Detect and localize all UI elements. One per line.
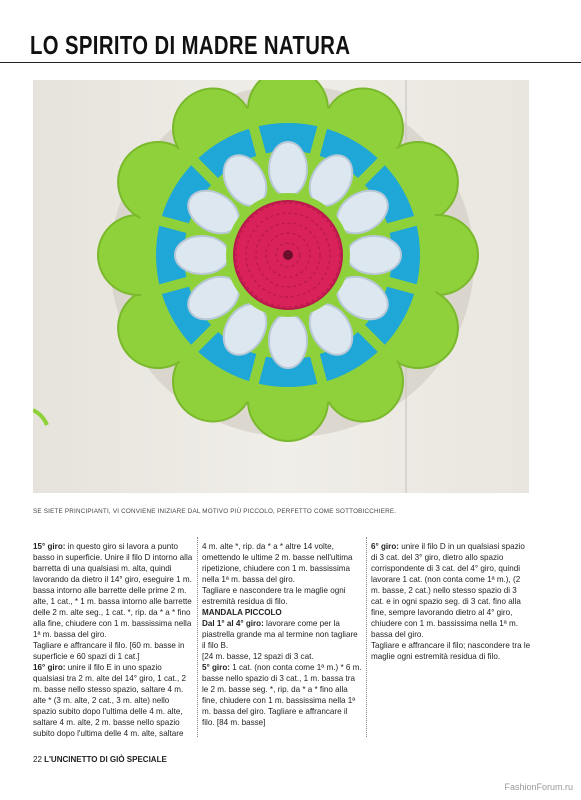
text-column-3	[371, 541, 531, 662]
round-label: 6° giro:	[371, 542, 399, 551]
paragraph-text: in questo giro si lavora a punto basso in superficie. Unire il filo D intorno alla barretta di una qualsiasi m. alta, quindi lavorando da dietro il 14° giro, eseguire 1 m. bassa intorno alle barrette delle prime 2 m. alte, 1 cat., * 1 m. bassa intorno alle barrette delle 2 m. alte seg., 1 cat. *, rip. da * a * fino alla fine, chiudere con 1 m. bassissima nella 1ª m. bassa del giro.	[33, 542, 193, 639]
title-rule	[0, 62, 581, 63]
paragraph	[202, 607, 362, 618]
paragraph	[33, 541, 193, 640]
page-title: LO SPIRITO DI MADRE NATURA	[30, 30, 351, 60]
mandala-photo	[33, 80, 529, 493]
white-petal	[269, 314, 307, 368]
round-label: Dal 1° al 4° giro:	[202, 619, 264, 628]
paragraph	[371, 541, 531, 640]
paragraph-text: unire il filo D in un qualsiasi spazio di 3 cat. del 3° giro, dietro allo spazio corrispondente di 3 cat. del 4° giro, quindi lavorare 1 cat. (non conta come 1ª m.), (2 m. basse, 2 cat.) nello stesso spazio di 3 cat. e in ogni spazio seg. di 3 cat. fino alla fine, sempre lavorando dietro al 4° giro, chiudere con 1 m. bassissima nella 1ª m. bassa del giro.	[371, 542, 525, 639]
paragraph-text: [24 m. basse, 12 spazi di 3 cat.	[202, 652, 314, 661]
page-footer	[33, 755, 167, 764]
magazine-name: L'UNCINETTO DI GIÒ SPECIALE	[44, 755, 167, 764]
section-heading: MANDALA PICCOLO	[202, 608, 282, 617]
white-petal	[269, 142, 307, 196]
paragraph	[202, 662, 362, 728]
column-divider	[366, 537, 367, 737]
mandala-illustration	[33, 80, 529, 493]
paragraph	[33, 662, 193, 739]
paragraph-text: unire il filo E in uno spazio qualsiasi tra 2 m. alte del 14° giro, 1 cat., 2 m. basse nello stesso spazio, saltare 4 m. alte * (3 m. alte, 2 cat., 3 m. alte) nello spazio subito dopo l'ultima delle 4 m. alte, saltare 4 m. alte, 2 m. basse nello spazio subito dopo l'ultima delle 4 m. alte, saltare	[33, 663, 187, 738]
paragraph-text: lavorare come per la piastrella grande ma al termine non tagliare il filo B.	[202, 619, 358, 650]
text-column-2	[202, 541, 362, 728]
watermark: FashionForum.ru	[504, 782, 573, 792]
paragraph	[202, 618, 362, 651]
paragraph-text: Tagliare e affrancare il filo; nascondere tra le maglie ogni estremità residua di filo.	[371, 641, 531, 661]
paragraph	[202, 541, 362, 585]
round-label: 5° giro:	[202, 663, 230, 672]
round-label: 15° giro:	[33, 542, 66, 551]
paragraph	[202, 585, 362, 607]
round-label: 16° giro:	[33, 663, 66, 672]
paragraph-text: 1 cat. (non conta come 1ª m.) * 6 m. basse nello spazio di 3 cat., 1 m. bassa tra le 2 m. basse seg. *, rip. da * a * fino alla fine, chiudere con 1 m. bassissima nella 1ª m. bassa del giro. Tagliare e affrancare il filo. [84 m. basse]	[202, 663, 362, 727]
page-number: 22	[33, 755, 42, 764]
paragraph-text: Tagliare e affrancare il filo. [60 m. basse in superficie e 60 spazi di 1 cat.]	[33, 641, 185, 661]
paragraph	[202, 651, 362, 662]
text-column-1	[33, 541, 193, 739]
center-hole	[283, 250, 293, 260]
paragraph-text: 4 m. alte *, rip. da * a * altre 14 volte, omettendo le ultime 2 m. basse nell'ultima ripetizione, chiudere con 1 m. bassissima nella 1ª m. bassa del giro.	[202, 542, 353, 584]
paragraph	[371, 640, 531, 662]
white-petal	[347, 236, 401, 274]
paragraph	[33, 640, 193, 662]
white-petal	[175, 236, 229, 274]
column-divider	[197, 537, 198, 737]
photo-caption: SE SIETE PRINCIPIANTI, VI CONVIENE INIZIARE DAL MOTIVO PIÙ PICCOLO, PERFETTO COME SOTTOBICCHIERE.	[33, 508, 397, 515]
paragraph-text: Tagliare e nascondere tra le maglie ogni estremità residua di filo.	[202, 586, 346, 606]
